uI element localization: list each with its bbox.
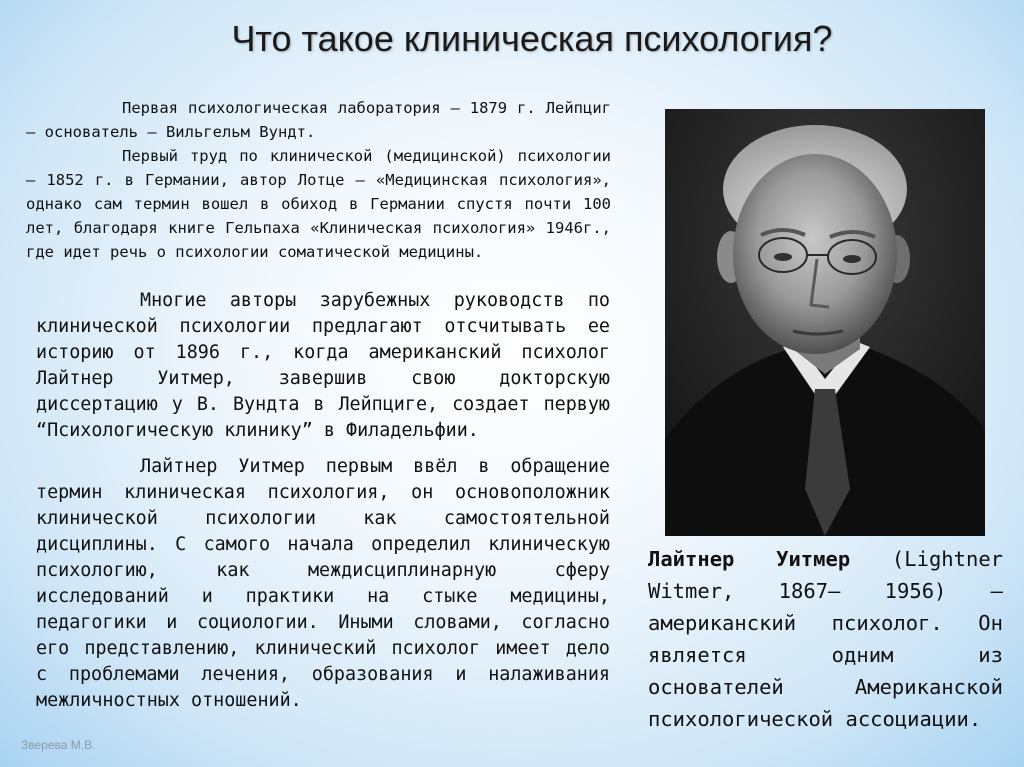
portrait-caption [648, 543, 1003, 735]
slide-title: Что такое клиническая психология? [231, 18, 833, 59]
intro-paragraph-first-work: Первый труд по клинической (медицинской) психологии – 1852 г. в Германии, автор Лотце – «Медицинская психология», однако сам термин вошел в обиход в Германии спустя почти 100 лет, благодаря книге Гельпаха «Клиническая психология» 1946г., где идет речь о психологии соматической медицины. [26, 147, 611, 261]
body-paragraph-history [36, 288, 610, 444]
history-text: Многие авторы зарубежных руководств по клинической психологии предлагают отсчитывать ее историю от 1896 г., когда американский психолог Лайтнер Уитмер, завершив свою докторскую диссертацию у В. Вундта в Лейпциге, создает первую “Психологическую клинику” в Филадельфии. [36, 290, 610, 441]
footer-author: Зверева М.В. [21, 738, 96, 752]
caption-text: (Lightner Witmer, 1867— 1956) — американский психолог. Он является одним из основателей Американской психологической ассоциации. [648, 547, 1003, 731]
witmer-text: Лайтнер Уитмер первым ввёл в обращение термин клиническая психология, он основоположник клинической психологии как самостоятельной дисциплины. С самого начала определил клиническую психологию, как междисциплинарную сферу исследований и практики на стыке медицины, педагогики и социологии. Иными словами, согласно его представлению, клинический психолог имеет дело с проблемами лечения, образования и налаживания межличностных отношений. [36, 456, 610, 711]
intro-paragraph-lab: Первая психологическая лаборатория – 1879 г. Лейпциг – основатель – Вильгельм Вундт. [26, 99, 611, 141]
caption-name: Лайтнер Уитмер [648, 547, 851, 571]
body-paragraph-witmer [36, 454, 610, 714]
portrait-photo [665, 109, 985, 536]
intro-text [26, 96, 611, 264]
